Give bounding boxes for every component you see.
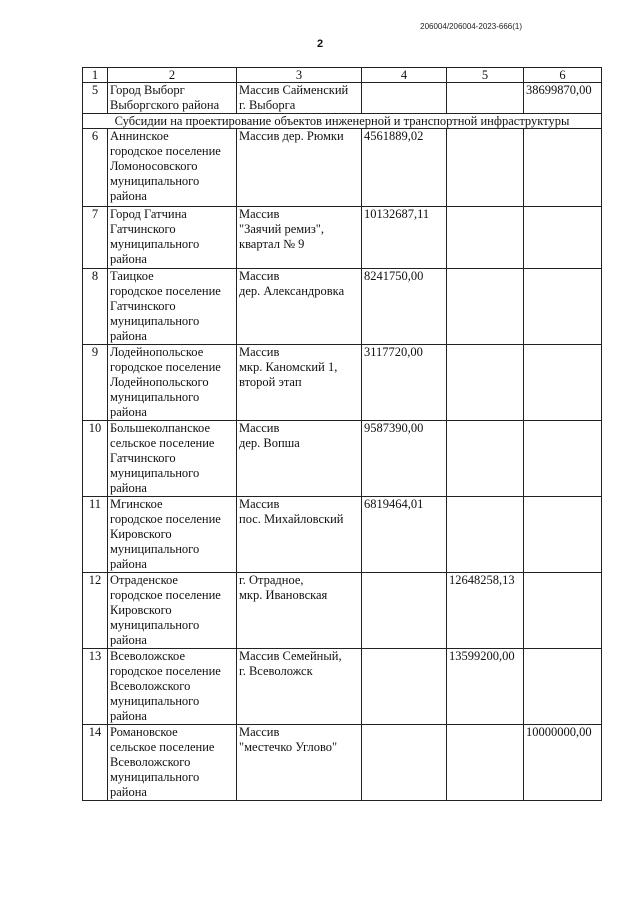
amount-col4: 10132687,11 xyxy=(362,207,447,269)
amount-col4: 9587390,00 xyxy=(362,421,447,497)
amount-col5 xyxy=(447,497,524,573)
table-row xyxy=(83,649,602,725)
location-name: Массив Сайменский г. Выборга xyxy=(239,83,349,112)
amount-col5 xyxy=(447,129,524,207)
amount-col5: 13599200,00 xyxy=(447,649,524,725)
location-name: Массив Семейный, г. Всеволожск xyxy=(239,649,342,678)
municipality-cell xyxy=(108,83,237,114)
section-title: Субсидии на проектирование объектов инженерной и транспортной инфраструктуры xyxy=(83,114,602,129)
subsidy-table xyxy=(82,67,602,801)
amount-col6 xyxy=(524,207,602,269)
column-header: 5 xyxy=(447,68,524,83)
amount-col5: 12648258,13 xyxy=(447,573,524,649)
amount-col6 xyxy=(524,129,602,207)
municipality-cell xyxy=(108,207,237,269)
table-row xyxy=(83,129,602,207)
municipality-name: Город Гатчина Гатчинского муниципального района xyxy=(110,207,200,266)
row-number: 14 xyxy=(83,725,108,801)
amount-col6 xyxy=(524,421,602,497)
location-cell xyxy=(237,725,362,801)
table-row xyxy=(83,497,602,573)
location-cell xyxy=(237,207,362,269)
amount-col4 xyxy=(362,83,447,114)
column-number-row xyxy=(83,68,602,83)
table-row xyxy=(83,269,602,345)
table-row xyxy=(83,725,602,801)
municipality-name: Романовское сельское поселение Всеволожского муниципального района xyxy=(110,725,215,799)
location-name: Массив мкр. Каномский 1, второй этап xyxy=(239,345,338,389)
location-cell xyxy=(237,497,362,573)
table-row xyxy=(83,83,602,114)
amount-col4: 3117720,00 xyxy=(362,345,447,421)
amount-col6 xyxy=(524,573,602,649)
table-row xyxy=(83,421,602,497)
municipality-cell xyxy=(108,421,237,497)
amount-col4: 4561889,02 xyxy=(362,129,447,207)
municipality-cell xyxy=(108,129,237,207)
location-cell xyxy=(237,269,362,345)
amount-col5 xyxy=(447,207,524,269)
location-name: Массив "местечко Углово" xyxy=(239,725,338,754)
column-header: 3 xyxy=(237,68,362,83)
amount-col5 xyxy=(447,345,524,421)
amount-col4: 6819464,01 xyxy=(362,497,447,573)
row-number: 7 xyxy=(83,207,108,269)
municipality-name: Лодейнопольское городское поселение Лодейнопольского муниципального района xyxy=(110,345,221,419)
location-name: Массив дер. Александровка xyxy=(239,269,345,298)
location-name: г. Отрадное, мкр. Ивановская xyxy=(239,573,328,602)
municipality-cell xyxy=(108,269,237,345)
document-id: 206004/206004-2023-666(1) xyxy=(420,22,522,31)
municipality-cell xyxy=(108,345,237,421)
section-header-row xyxy=(83,114,602,129)
location-name: Массив дер. Вопша xyxy=(239,421,300,450)
table-row xyxy=(83,207,602,269)
row-number: 13 xyxy=(83,649,108,725)
amount-col4 xyxy=(362,649,447,725)
amount-col6 xyxy=(524,497,602,573)
location-cell xyxy=(237,573,362,649)
column-header: 1 xyxy=(83,68,108,83)
location-cell xyxy=(237,129,362,207)
location-name: Массив пос. Михайловский xyxy=(239,497,344,526)
amount-col5 xyxy=(447,83,524,114)
amount-col4 xyxy=(362,573,447,649)
page-number: 2 xyxy=(316,38,324,50)
amount-col6 xyxy=(524,649,602,725)
municipality-cell xyxy=(108,497,237,573)
municipality-cell xyxy=(108,725,237,801)
amount-col6: 10000000,00 xyxy=(524,725,602,801)
row-number: 9 xyxy=(83,345,108,421)
amount-col6 xyxy=(524,269,602,345)
location-name: Массив "Заячий ремиз", квартал № 9 xyxy=(239,207,325,251)
municipality-name: Отраденское городское поселение Кировского муниципального района xyxy=(110,573,221,647)
row-number: 6 xyxy=(83,129,108,207)
row-number: 10 xyxy=(83,421,108,497)
location-cell xyxy=(237,83,362,114)
municipality-name: Всеволожское городское поселение Всеволожского муниципального района xyxy=(110,649,221,723)
amount-col5 xyxy=(447,269,524,345)
column-header: 6 xyxy=(524,68,602,83)
municipality-name: Мгинское городское поселение Кировского муниципального района xyxy=(110,497,221,571)
municipality-cell xyxy=(108,573,237,649)
location-cell xyxy=(237,421,362,497)
amount-col6: 38699870,00 xyxy=(524,83,602,114)
location-cell xyxy=(237,649,362,725)
location-name: Массив дер. Рюмки xyxy=(239,129,344,143)
amount-col4 xyxy=(362,725,447,801)
municipality-name: Большеколпанское сельское поселение Гатчинского муниципального района xyxy=(110,421,215,495)
municipality-name: Таицкое городское поселение Гатчинского муниципального района xyxy=(110,269,221,343)
amount-col5 xyxy=(447,421,524,497)
location-cell xyxy=(237,345,362,421)
municipality-name: Город Выборг Выборгского района xyxy=(110,83,220,112)
row-number: 12 xyxy=(83,573,108,649)
column-header: 2 xyxy=(108,68,237,83)
row-number: 8 xyxy=(83,269,108,345)
amount-col4: 8241750,00 xyxy=(362,269,447,345)
column-header: 4 xyxy=(362,68,447,83)
row-number: 11 xyxy=(83,497,108,573)
table-row xyxy=(83,573,602,649)
amount-col6 xyxy=(524,345,602,421)
municipality-cell xyxy=(108,649,237,725)
amount-col5 xyxy=(447,725,524,801)
row-number: 5 xyxy=(83,83,108,114)
table-row xyxy=(83,345,602,421)
municipality-name: Аннинское городское поселение Ломоносовского муниципального района xyxy=(110,129,221,203)
